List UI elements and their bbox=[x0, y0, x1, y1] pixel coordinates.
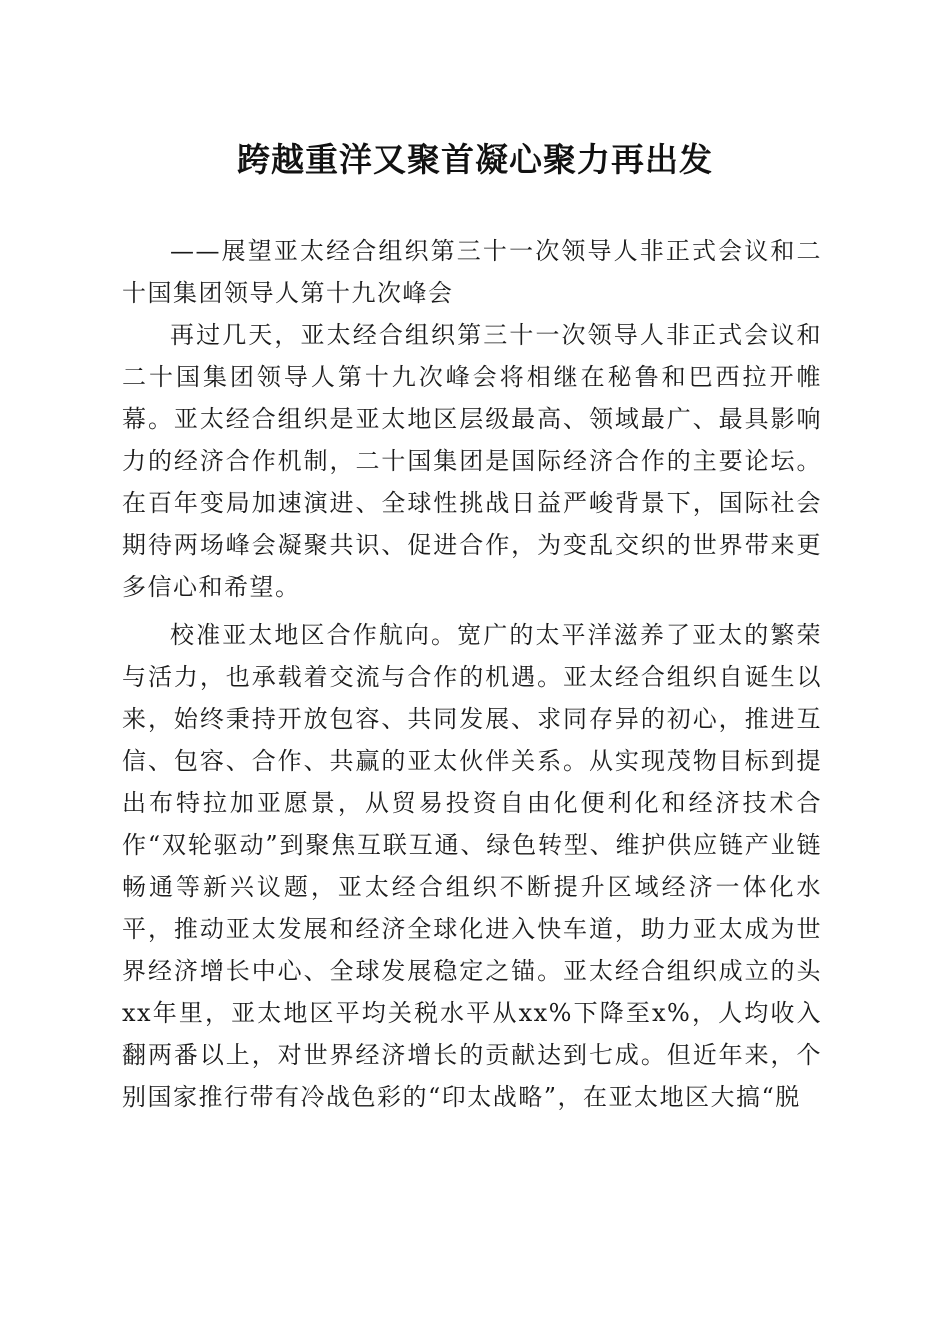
paragraph-1: 再过几天，亚太经合组织第三十一次领导人非正式会议和二十国集团领导人第十九次峰会将相继在秘鲁和巴西拉开帷幕。亚太经合组织是亚太地区层级最高、领域最广、最具影响力的经济合作机制，二十国集团是国际经济合作的主要论坛。在百年变局加速演进、全球性挑战日益严峻背景下，国际社会期待两场峰会凝聚共识、促进合作，为变乱交织的世界带来更多信心和希望。 bbox=[122, 321, 822, 601]
paragraph-2: 校准亚太地区合作航向。宽广的太平洋滋养了亚太的繁荣与活力，也承载着交流与合作的机遇。亚太经合组织自诞生以来，始终秉持开放包容、共同发展、求同存异的初心，推进互信、包容、合作、共赢的亚太伙伴关系。从实现茂物目标到提出布特拉加亚愿景，从贸易投资自由化便利化和经济技术合作“双轮驱动”到聚焦互联互通、绿色转型、维护供应链产业链畅通等新兴议题，亚太经合组织不断提升区域经济一体化水平，推动亚太发展和经济全球化进入快车道，助力亚太成为世界经济增长中心、全球发展稳定之锚。亚太经合组织成立的头xx年里，亚太地区平均关税水平从xx%下降至x%，人均收入翻两番以上，对世界经济增长的贡献达到七成。但近年来，个别国家推行带有冷战色彩的“印太战略”，在亚太地区大搞“脱 bbox=[122, 621, 822, 1111]
document-title: 跨越重洋又聚首凝心聚力再出发 bbox=[237, 140, 713, 179]
document-body bbox=[122, 230, 822, 1118]
document-subtitle: ——展望亚太经合组织第三十一次领导人非正式会议和二十国集团领导人第十九次峰会 bbox=[122, 237, 822, 307]
